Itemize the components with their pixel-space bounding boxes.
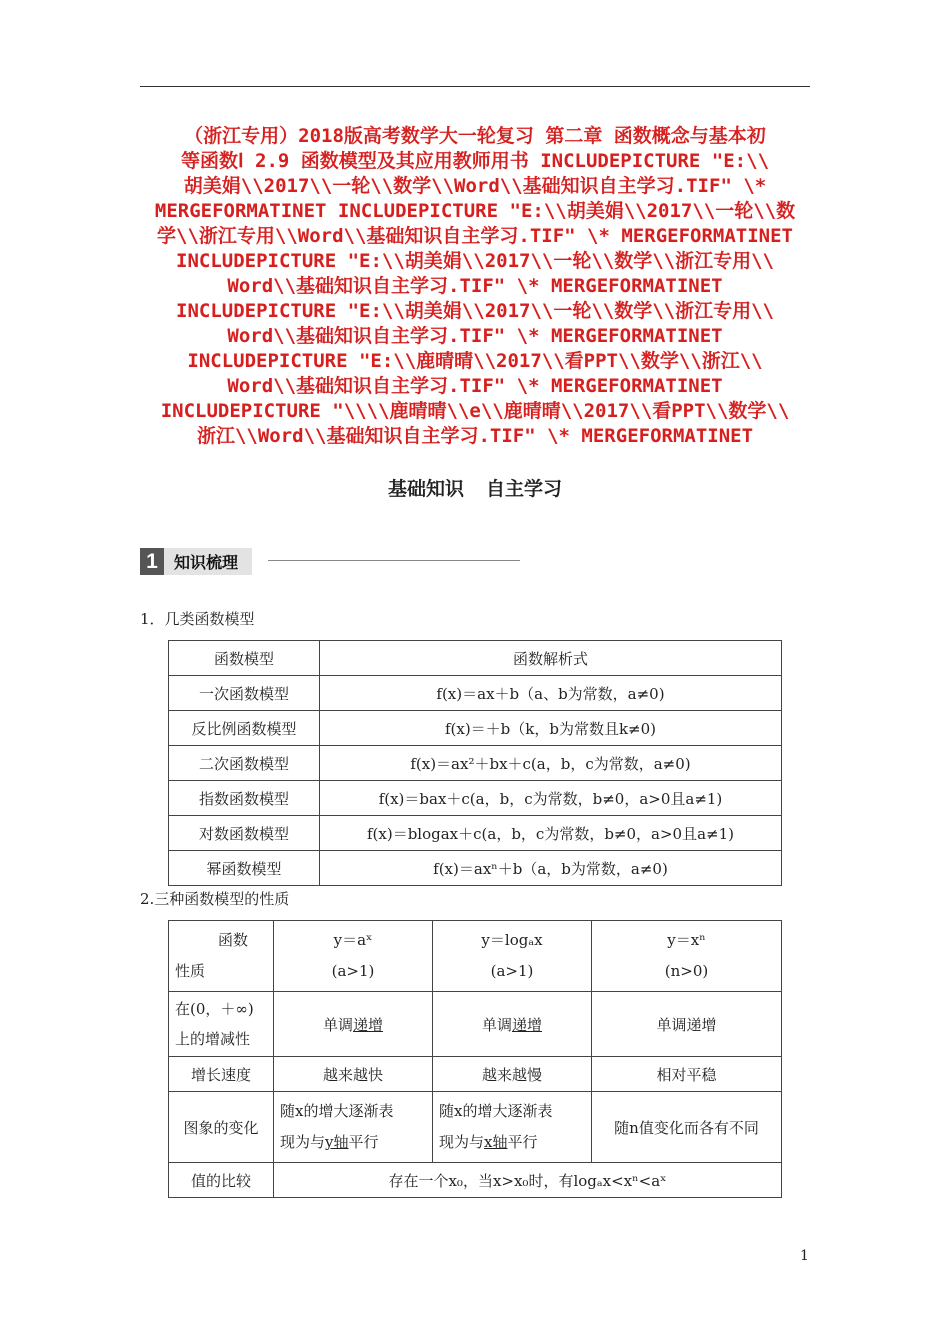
table-row [169, 1163, 782, 1198]
table-cell [433, 1092, 592, 1163]
table-cell: f(x)＝ax＋b（a、b为常数，a≠0) [320, 676, 782, 711]
section-heading-right: 自主学习 [486, 478, 563, 500]
cell-text: 单调 [322, 1015, 353, 1034]
top-rule [140, 86, 810, 87]
title-line: 浙江\\Word\\基础知识自主学习.TIF" \* MERGEFORMATINET [196, 425, 754, 447]
table-row [169, 676, 782, 711]
table-cell: 指数函数模型 [169, 781, 320, 816]
row-label-part: 在(0，＋∞) [175, 1000, 254, 1018]
column-condition: (n>0) [664, 962, 709, 980]
table-cell: 相对平稳 [592, 1057, 782, 1092]
page-number: 1 [800, 1248, 809, 1264]
title-line: INCLUDEPICTURE "E:\\胡美娟\\2017\\一轮\\数学\\浙江专用\\ [176, 250, 774, 272]
table-header-row [169, 641, 782, 676]
table-cell [274, 1092, 433, 1163]
title-line: 学\\浙江专用\\Word\\基础知识自主学习.TIF" \* MERGEFORMATINET [157, 225, 793, 247]
title-line: Word\\基础知识自主学习.TIF" \* MERGEFORMATINET [227, 275, 723, 297]
underlined-text: x轴 [484, 1133, 508, 1151]
table-cell [274, 992, 433, 1057]
cell-text: 单调 [481, 1015, 512, 1034]
table-cell: 对数函数模型 [169, 816, 320, 851]
cell-text: 现为与 [439, 1133, 485, 1151]
title-line: INCLUDEPICTURE "E:\\鹿晴晴\\2017\\看PPT\\数学\\浙江\\ [187, 350, 763, 372]
column-formula: y＝xⁿ [667, 931, 706, 949]
row-label: 增长速度 [169, 1057, 274, 1092]
column-condition: (a>1) [331, 962, 375, 980]
corner-label-function: 函数 [217, 931, 248, 949]
table-cell: 随n值变化而各有不同 [592, 1092, 782, 1163]
table-cell: 越来越慢 [433, 1057, 592, 1092]
column-condition: (a>1) [490, 962, 534, 980]
table-header-cell [433, 921, 592, 992]
table-cell: 幂函数模型 [169, 851, 320, 886]
knowledge-bar-number: 1 [140, 548, 164, 575]
title-line: MERGEFORMATINET INCLUDEPICTURE "E:\\胡美娟\\2017\\一轮\\数 [154, 200, 796, 222]
cell-text: 平行 [348, 1133, 379, 1151]
table-cell: 越来越快 [274, 1057, 433, 1092]
column-formula: y＝aˣ [333, 931, 373, 949]
table-cell: f(x)＝ax²＋bx＋c(a，b，c为常数，a≠0) [320, 746, 782, 781]
document-title [138, 124, 812, 449]
subheading-2: 2.三种函数模型的性质 [140, 890, 290, 908]
row-label: 图象的变化 [169, 1092, 274, 1163]
underlined-text: 递增 [353, 1015, 384, 1034]
table-header-cell: 函数解析式 [320, 641, 782, 676]
title-line: （浙江专用）2018版高考数学大一轮复习 第二章 函数概念与基本初 [184, 125, 766, 147]
table-cell: 存在一个x₀，当x>x₀时，有logₐx<xⁿ<aˣ [274, 1163, 782, 1198]
table-corner-cell [169, 921, 274, 992]
title-line: Word\\基础知识自主学习.TIF" \* MERGEFORMATINET [227, 375, 723, 397]
cell-text: 随x的增大逐渐表 [280, 1102, 394, 1120]
subheading-1: 1．几类函数模型 [140, 610, 255, 628]
function-models-table [168, 640, 782, 886]
table-row [169, 816, 782, 851]
knowledge-bar [140, 548, 252, 575]
table-row [169, 781, 782, 816]
section-heading-left: 基础知识 [387, 478, 464, 500]
title-line: 等函数Ⅰ 2.9 函数模型及其应用教师用书 INCLUDEPICTURE "E:\\ [180, 150, 770, 172]
column-formula: y＝logₐx [481, 931, 543, 949]
underlined-text: 递增 [512, 1015, 543, 1034]
model-properties-table [168, 920, 782, 1198]
table-row [169, 746, 782, 781]
cell-text: 随x的增大逐渐表 [439, 1102, 553, 1120]
knowledge-bar-label: 知识梳理 [164, 548, 252, 575]
row-label [169, 992, 274, 1057]
table-cell: f(x)＝axⁿ＋b（a，b为常数，a≠0) [320, 851, 782, 886]
row-label-part: 上的增减性 [175, 1030, 251, 1048]
cell-text: 平行 [507, 1133, 538, 1151]
table-row [169, 711, 782, 746]
table-cell: 二次函数模型 [169, 746, 320, 781]
table-row [169, 1092, 782, 1163]
section-heading [0, 474, 950, 501]
table-header-row [169, 921, 782, 992]
table-cell: 反比例函数模型 [169, 711, 320, 746]
table-header-cell: 函数模型 [169, 641, 320, 676]
title-line: Word\\基础知识自主学习.TIF" \* MERGEFORMATINET [227, 325, 723, 347]
corner-label-property: 性质 [175, 962, 206, 980]
title-line: INCLUDEPICTURE "\\\\鹿晴晴\\e\\鹿晴晴\\2017\\看PPT\\数学\\ [160, 400, 790, 422]
title-line: 胡美娟\\2017\\一轮\\数学\\Word\\基础知识自主学习.TIF" \* [183, 175, 767, 197]
table-cell: f(x)＝bax＋c(a，b，c为常数，b≠0，a>0且a≠1) [320, 781, 782, 816]
knowledge-bar-rule [268, 560, 520, 561]
table-cell: f(x)＝blogax＋c(a，b，c为常数，b≠0，a>0且a≠1) [320, 816, 782, 851]
row-label: 值的比较 [169, 1163, 274, 1198]
table-header-cell [274, 921, 433, 992]
table-row [169, 992, 782, 1057]
table-cell: 单调递增 [592, 992, 782, 1057]
underlined-text: y轴 [325, 1133, 349, 1151]
table-cell: f(x)＝＋b（k，b为常数且k≠0) [320, 711, 782, 746]
table-row [169, 851, 782, 886]
cell-text: 现为与 [280, 1133, 326, 1151]
table-cell [433, 992, 592, 1057]
table-header-cell [592, 921, 782, 992]
table-cell: 一次函数模型 [169, 676, 320, 711]
title-line: INCLUDEPICTURE "E:\\胡美娟\\2017\\一轮\\数学\\浙江专用\\ [176, 300, 774, 322]
table-row [169, 1057, 782, 1092]
